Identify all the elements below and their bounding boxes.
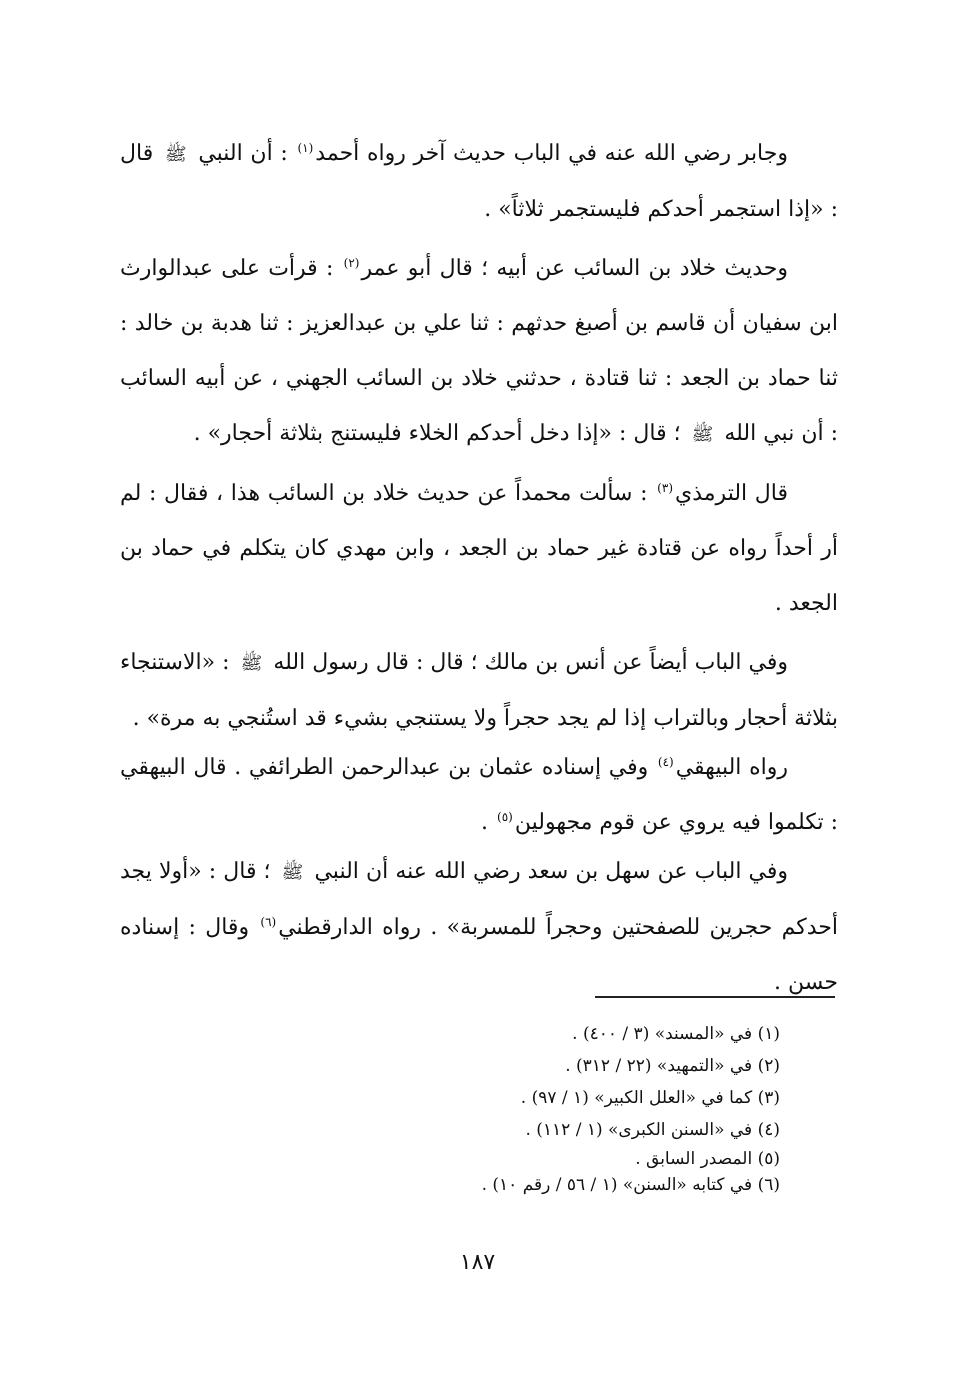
- footnote-ref-6: (٦): [260, 914, 277, 929]
- footnote-6: (٦) في كتابه «السنن» (١ / ٥٦ / رقم ١٠) .: [481, 1175, 780, 1195]
- text-run: وفي الباب عن سهل بن سعد رضي الله عنه أن النبي: [307, 859, 788, 884]
- main-text: [120, 126, 838, 1014]
- text-run: رواه البيهقي: [675, 755, 788, 780]
- text-run: وجابر رضي الله عنه في الباب حديث آخر رواه أحمد: [315, 141, 788, 166]
- footnote-1: (١) في «المسند» (٣ / ٤٠٠) .: [572, 1024, 780, 1044]
- text-run: قال الترمذي: [675, 481, 789, 506]
- text-run: : قرأت على عبدالوارث ابن سفيان أن قاسم بن أصبغ حدثهم : ثنا علي بن عبدالعزيز : ثنا هدبة بن خالد : ثنا حماد بن الجعد : ثنا قتادة ، حدثني خلاد بن السائب الجهني ، عن أبيه السائب : أن نبي الله: [120, 256, 838, 446]
- footnote-ref-5: (٥): [497, 809, 513, 824]
- text-run: : أن النبي: [190, 141, 296, 166]
- paragraph-sahl: [120, 844, 838, 1010]
- paragraph-khallad: [120, 241, 838, 462]
- footnote-5: (٥) المصدر السابق .: [635, 1149, 780, 1169]
- salawat-glyph: ﷺ: [691, 424, 714, 445]
- text-run: : «الاستنجاء بثلاثة أحجار وبالتراب إذا لم يجد حجراً ولا يستنجي بشيء قد استُنجي به مرة» .: [120, 650, 838, 731]
- footnote-3: (٣) كما في «العلل الكبير» (١ / ٩٧) .: [520, 1088, 780, 1108]
- text-run: : سألت محمداً عن حديث خلاد بن السائب هذا ، فقال : لم أر أحداً رواه عن قتادة غير حماد بن الجعد ، وابن مهدي كان يتكلم في حماد بن الجعد .: [120, 481, 838, 616]
- salawat-glyph: ﷺ: [281, 862, 304, 883]
- text-run: وفي الباب أيضاً عن أنس بن مالك ؛ قال : قال رسول الله: [266, 650, 788, 675]
- text-run: وحديث خلاد بن السائب عن أبيه ؛ قال أبو عمر: [361, 256, 788, 281]
- text-run: ؛ قال : «إذا دخل أحدكم الخلاء فليستنج بثلاثة أحجار» .: [193, 421, 688, 446]
- footnote-4: (٤) في «السنن الكبرى» (١ / ١١٢) .: [525, 1120, 780, 1140]
- footnote-separator: [595, 996, 835, 998]
- salawat-glyph: ﷺ: [164, 144, 187, 165]
- footnote-ref-2: (٢): [343, 255, 360, 270]
- footnote-ref-3: (٣): [657, 480, 673, 495]
- page-number: ١٨٧: [459, 1250, 496, 1275]
- text-run: .: [481, 810, 496, 835]
- paragraph-jabir: [120, 126, 838, 237]
- salawat-glyph: ﷺ: [240, 653, 263, 674]
- footnote-ref-1: (١): [297, 140, 314, 155]
- paragraph-tirmidhi: [120, 466, 838, 631]
- footnotes-list: [120, 1018, 780, 1198]
- text-run: وفي إسناده عثمان بن عبدالرحمن الطرائفي . قال البيهقي : تكلموا فيه يروي عن قوم مجهولين: [120, 755, 838, 835]
- text-run: وقال : إسناده حسن .: [120, 915, 838, 995]
- paragraph-anas: [120, 635, 838, 746]
- text-run: قال : «إذا استجمر أحدكم فليستجمر ثلاثاً» .: [120, 141, 838, 222]
- text-run: ؛ قال : «أولا يجد أحدكم حجرين للصفحتين وحجراً للمسربة» . رواه الدارقطني: [120, 859, 838, 940]
- footnote-ref-4: (٤): [657, 754, 674, 769]
- paragraph-bayhaqi: [120, 740, 838, 850]
- footnote-2: (٢) في «التمهيد» (٢٢ / ٣١٢) .: [565, 1056, 780, 1076]
